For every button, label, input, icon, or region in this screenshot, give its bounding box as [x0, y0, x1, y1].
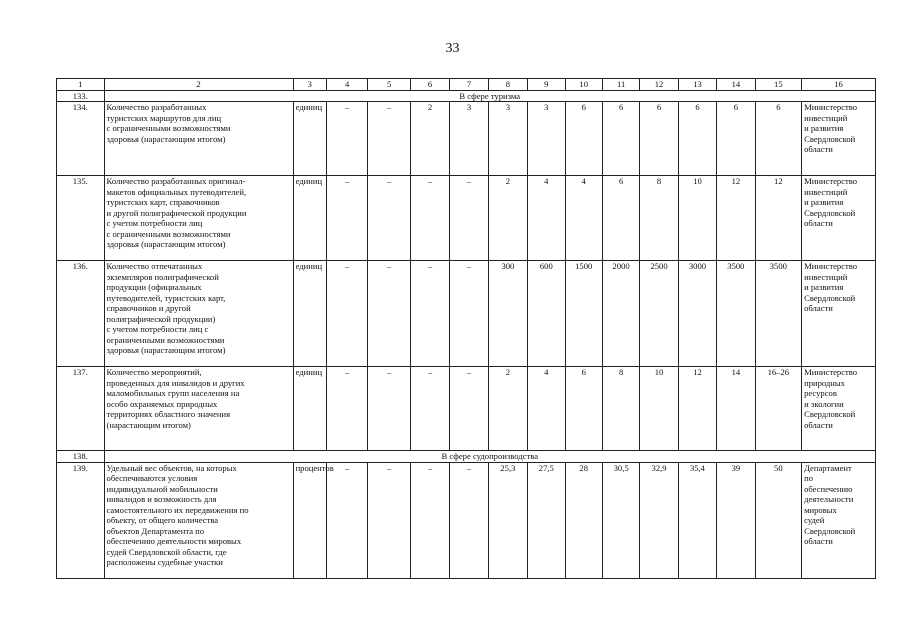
value-cell: – [450, 367, 488, 451]
value-cell: 3500 [717, 261, 755, 367]
value-cell: – [326, 261, 367, 367]
value-cell: 3500 [755, 261, 802, 367]
value-cell: 14 [717, 367, 755, 451]
value-cell: 28 [565, 462, 602, 578]
value-cell: 2000 [602, 261, 639, 367]
indicator-name-cell: Количество отпечатанных экземпляров полиграфической продукции (официальных путеводителей, туристских карт, справочников и другой полиграфической продукции) с учетом потребности лиц с ограниченными возможностями здоровья (нарастающим итогом) [104, 261, 293, 367]
value-cell: 3 [450, 102, 488, 176]
value-cell: – [368, 261, 410, 367]
value-cell: 12 [678, 367, 716, 451]
value-cell: – [450, 261, 488, 367]
value-cell: 4 [528, 367, 565, 451]
row-number-cell: 134. [57, 102, 105, 176]
page-number: 33 [445, 41, 460, 56]
section-title-cell: В сфере туризма [104, 90, 875, 102]
table-row [57, 462, 876, 578]
value-cell: 3000 [678, 261, 716, 367]
value-cell: – [410, 261, 449, 367]
indicator-name-cell: Количество разработанных туристских маршрутов для лиц с ограниченными возможностями здоровья (нарастающим итогом) [104, 102, 293, 176]
value-cell: 3 [488, 102, 527, 176]
column-number-cell: 1 [57, 79, 105, 91]
value-cell: – [326, 176, 367, 261]
value-cell: 27,5 [528, 462, 565, 578]
value-cell: 600 [528, 261, 565, 367]
value-cell: 300 [488, 261, 527, 367]
indicators-table [56, 78, 876, 579]
section-row [57, 451, 876, 463]
value-cell: 2 [488, 176, 527, 261]
unit-cell: процентов [293, 462, 326, 578]
value-cell: 30,5 [602, 462, 639, 578]
value-cell: – [368, 176, 410, 261]
responsible-cell: Министерство инвестиций и развития Свердловской области [802, 102, 876, 176]
unit-cell: единиц [293, 261, 326, 367]
responsible-cell: Департамент по обеспечению деятельности мировых судей Свердловской области [802, 462, 876, 578]
value-cell: 4 [565, 176, 602, 261]
value-cell: – [410, 176, 449, 261]
column-number-cell: 12 [640, 79, 678, 91]
value-cell: 39 [717, 462, 755, 578]
row-number-cell: 133. [57, 90, 105, 102]
indicator-name-cell: Удельный вес объектов, на которых обеспечиваются условия индивидуальной мобильности инвалидов и возможность для самостоятельного их передвижения по объекту, от общего количества объектов Департамента по обеспечению деятельности мировых судей Свердловской области, где расположены судебные участки [104, 462, 293, 578]
value-cell: – [368, 462, 410, 578]
value-cell: 50 [755, 462, 802, 578]
table-header-row [57, 79, 876, 91]
column-number-cell: 16 [802, 79, 876, 91]
value-cell: 6 [755, 102, 802, 176]
value-cell: 12 [717, 176, 755, 261]
section-title-cell: В сфере судопроизводства [104, 451, 875, 463]
value-cell: – [326, 367, 367, 451]
table-row [57, 176, 876, 261]
row-number-cell: 139. [57, 462, 105, 578]
column-number-cell: 11 [602, 79, 639, 91]
value-cell: 6 [640, 102, 678, 176]
value-cell: – [368, 102, 410, 176]
row-number-cell: 137. [57, 367, 105, 451]
value-cell: – [450, 462, 488, 578]
value-cell: 32,9 [640, 462, 678, 578]
unit-cell: единиц [293, 367, 326, 451]
column-number-cell: 15 [755, 79, 802, 91]
value-cell: – [410, 462, 449, 578]
value-cell: 16–26 [755, 367, 802, 451]
column-number-cell: 3 [293, 79, 326, 91]
value-cell: – [368, 367, 410, 451]
value-cell: 6 [602, 102, 639, 176]
value-cell: 2500 [640, 261, 678, 367]
value-cell: – [410, 367, 449, 451]
value-cell: 3 [528, 102, 565, 176]
column-number-cell: 10 [565, 79, 602, 91]
responsible-cell: Министерство природных ресурсов и экологии Свердловской области [802, 367, 876, 451]
value-cell: – [326, 462, 367, 578]
column-number-cell: 2 [104, 79, 293, 91]
column-number-cell: 14 [717, 79, 755, 91]
responsible-cell: Министерство инвестиций и развития Свердловской области [802, 176, 876, 261]
value-cell: 2 [410, 102, 449, 176]
value-cell: – [450, 176, 488, 261]
row-number-cell: 136. [57, 261, 105, 367]
table-row [57, 261, 876, 367]
column-number-cell: 4 [326, 79, 367, 91]
unit-cell: единиц [293, 176, 326, 261]
column-number-cell: 5 [368, 79, 410, 91]
value-cell: 25,3 [488, 462, 527, 578]
value-cell: – [326, 102, 367, 176]
value-cell: 6 [717, 102, 755, 176]
column-number-cell: 9 [528, 79, 565, 91]
row-number-cell: 138. [57, 451, 105, 463]
table-body [57, 79, 876, 579]
column-number-cell: 13 [678, 79, 716, 91]
column-number-cell: 7 [450, 79, 488, 91]
value-cell: 4 [528, 176, 565, 261]
value-cell: 6 [565, 102, 602, 176]
row-number-cell: 135. [57, 176, 105, 261]
value-cell: 6 [678, 102, 716, 176]
section-row [57, 90, 876, 102]
value-cell: 12 [755, 176, 802, 261]
value-cell: 6 [565, 367, 602, 451]
value-cell: 8 [602, 367, 639, 451]
column-number-cell: 6 [410, 79, 449, 91]
value-cell: 6 [602, 176, 639, 261]
indicator-name-cell: Количество мероприятий, проведенных для инвалидов и других маломобильных групп населения на особо охраняемых природных территориях областного значения (нарастающим итогом) [104, 367, 293, 451]
column-number-cell: 8 [488, 79, 527, 91]
value-cell: 2 [488, 367, 527, 451]
value-cell: 8 [640, 176, 678, 261]
unit-cell: единиц [293, 102, 326, 176]
value-cell: 10 [640, 367, 678, 451]
value-cell: 10 [678, 176, 716, 261]
table-row [57, 367, 876, 451]
value-cell: 35,4 [678, 462, 716, 578]
value-cell: 1500 [565, 261, 602, 367]
responsible-cell: Министерство инвестиций и развития Свердловской области [802, 261, 876, 367]
indicator-name-cell: Количество разработанных оригинал- макетов официальных путеводителей, туристских карт, справочников и другой полиграфической продукции с учетом потребности лиц с ограниченными возможностями здоровья (нарастающим итогом) [104, 176, 293, 261]
table-row [57, 102, 876, 176]
